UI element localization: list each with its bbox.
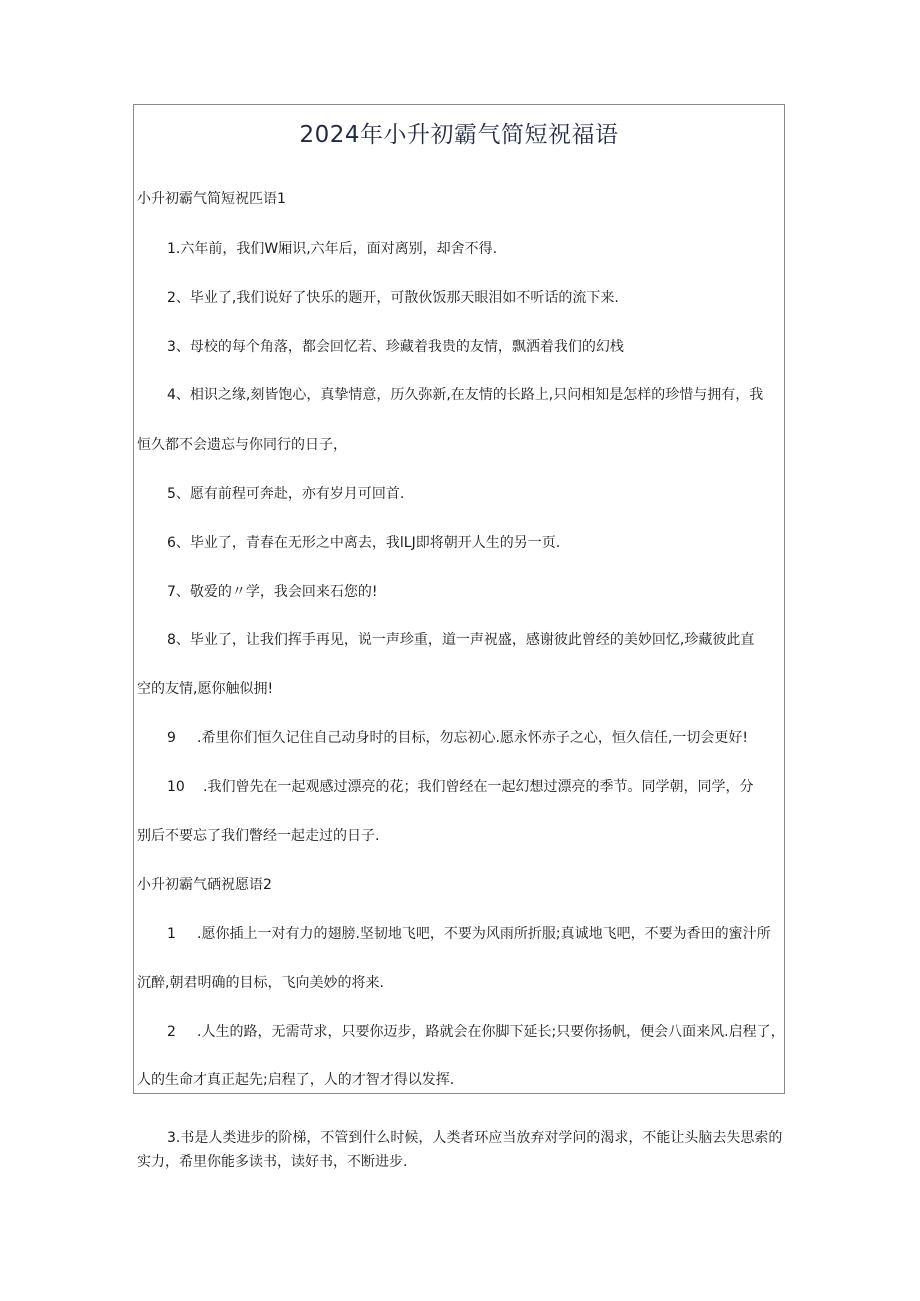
wish-item-1-number: 1: [167, 926, 176, 942]
list-item-9: [167, 728, 748, 748]
section-heading-1: 小升初霸气简短祝匹语1: [137, 191, 286, 207]
wish-item-2: [167, 1022, 785, 1042]
list-item-8: 8、毕业了，让我们挥手再见，说一声珍重，道一声祝盛，感谢彼此曾经的美妙回忆,珍藏彼此直: [167, 632, 755, 648]
list-item-5: 5、愿有前程可奔赴，亦有岁月可回首.: [167, 486, 405, 502]
closing-paragraph: 3.书是人类进步的阶梯，不管到什么时候，人类者环应当放弃对学问的渴求，不能让头脑去失思索的实力，希里你能多读书，读好书，不断进步.: [137, 1130, 783, 1170]
section-heading-2: 小升初霸气硒祝愿语2: [137, 877, 272, 893]
list-item-2: 2、毕业了,我们说好了快乐的题开，可散伙饭那天眼泪如不听话的流下来.: [167, 290, 619, 306]
list-item-8-continuation: 空的友情,愿你触似拥!: [137, 681, 274, 697]
wish-item-1-continuation: 沉醉,朝君明确的目标，飞向美妙的将来.: [137, 975, 384, 991]
list-item-6: 6、毕业了，青春在无形之中离去，我lLJ即将朝开人生的另一页.: [167, 535, 561, 551]
document-title: 2024年小升初霸气简短祝福语: [299, 122, 619, 148]
list-item-3: 3、母校的每个角落，都会回忆若、珍藏着我贵的友情，飘洒着我们的幻栈: [167, 339, 624, 355]
list-item-10-number: 10: [167, 779, 185, 795]
list-item-7: 7、敬爱的〃学，我会回来石您的!: [167, 584, 378, 600]
list-item-4-continuation: 恒久都不会遗忘与你同行的日子，: [137, 437, 347, 453]
list-item-10-continuation: 别后不要忘了我们瞥经一起走过的日子.: [137, 828, 380, 844]
list-item-1: 1.六年前，我们W厢识,六年后，面对离别，却舍不得.: [167, 241, 498, 257]
wish-item-1-text: .愿你插上一对有力的翅膀.坚韧地飞吧，不要为风雨所折服;真诚地飞吧，不要为香田的蜜汁所: [197, 926, 771, 942]
wish-item-2-continuation: 人的生命才真正起先;启程了，人的才智才得以发挥.: [137, 1072, 455, 1088]
list-item-10-text: .我们曾先在一起观感过漂亮的花；我们曾经在一起幻想过漂亮的季节。同学朝，同学，分: [203, 779, 754, 795]
list-item-4: 4、相识之缘,刻皆饱心，真挚情意，历久弥新,在友情的长路上,只问相知是怎样的珍惜与拥有，我: [167, 387, 764, 403]
wish-item-2-text: .人生的路，无需苛求，只要你迈步，路就会在你脚下延长;只要你扬帆，便会八面来风.启程了，: [197, 1024, 785, 1040]
list-item-10: [167, 777, 753, 797]
list-item-9-text: .希里你们恒久记住自己动身时的目标，勿忘初心.愿永怀赤子之心，恒久信任,一切会更好!: [197, 730, 748, 746]
wish-item-1: [167, 924, 771, 944]
wish-item-2-number: 2: [167, 1024, 176, 1040]
list-item-9-number: 9: [167, 730, 176, 746]
